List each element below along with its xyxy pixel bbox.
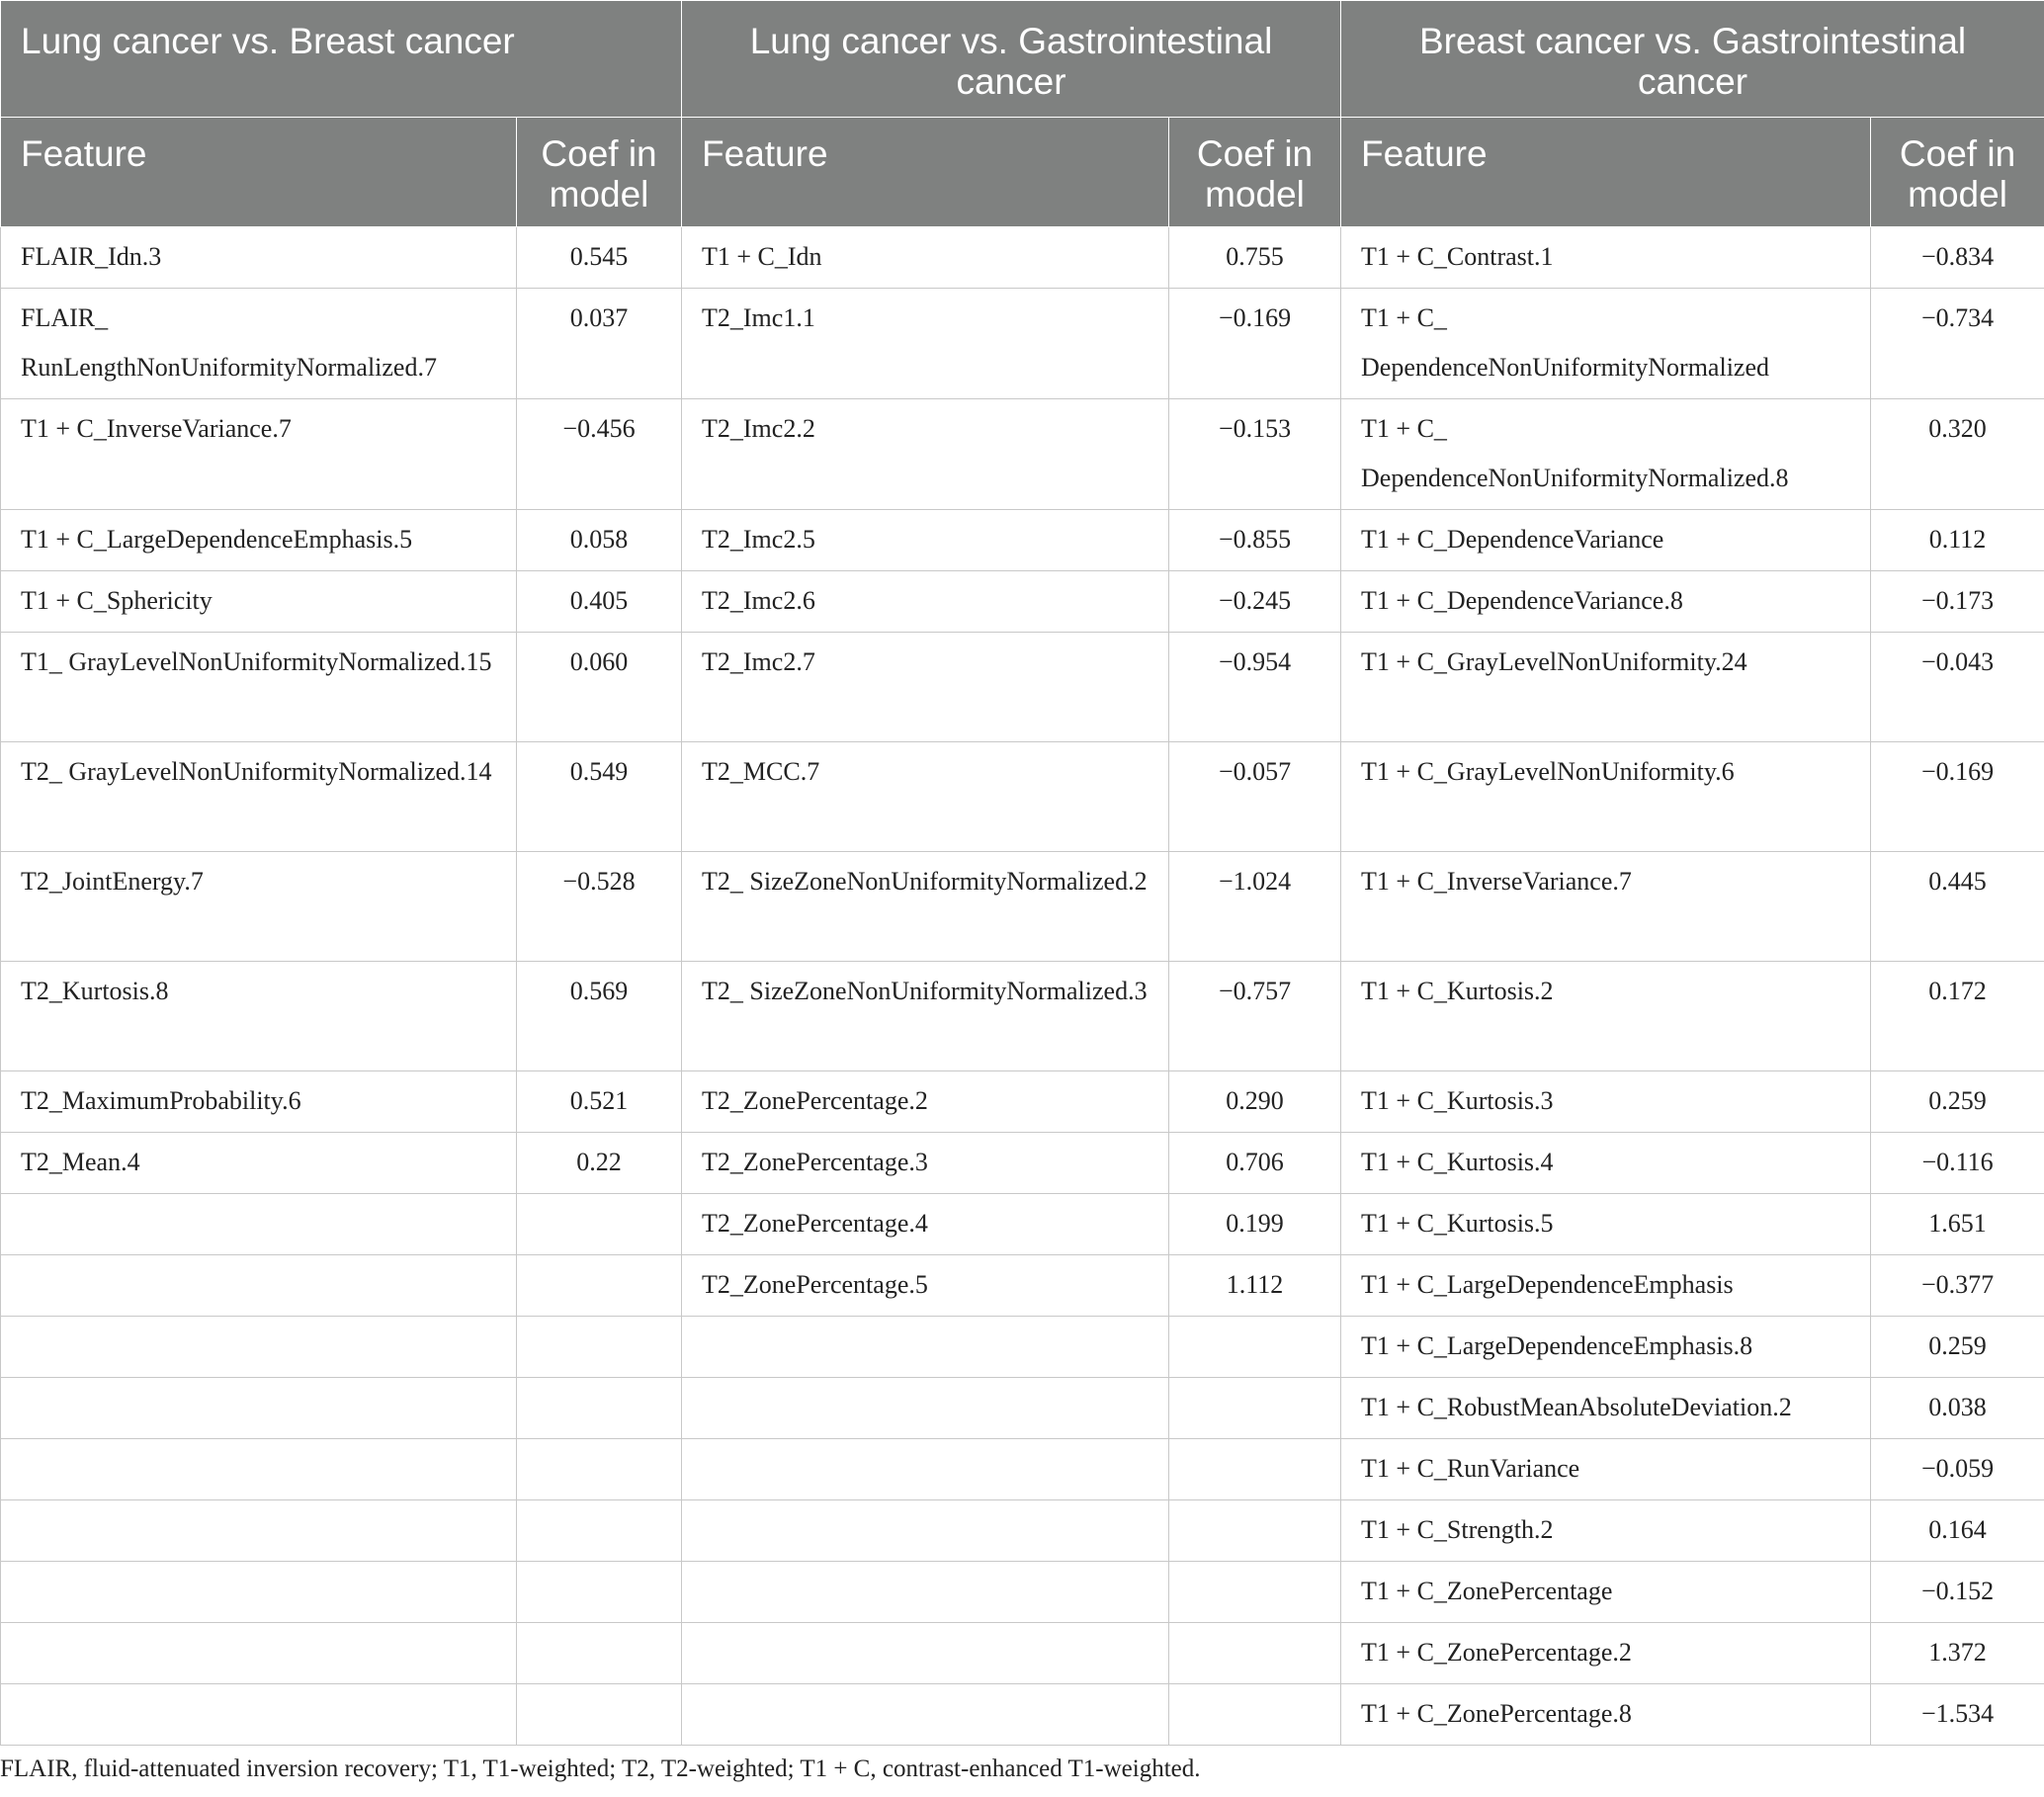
coef-cell bbox=[1169, 1562, 1341, 1623]
table-row bbox=[1, 852, 2044, 962]
coef-cell bbox=[517, 1439, 682, 1500]
coef-cell: 0.521 bbox=[517, 1071, 682, 1133]
feature-cell: T1 + C_ZonePercentage.2 bbox=[1341, 1623, 1871, 1684]
table-row bbox=[1, 1562, 2044, 1623]
feature-cell: T2_Imc2.6 bbox=[682, 571, 1169, 633]
feature-cell: T2_ SizeZoneNonUniformityNormalized.3 bbox=[682, 962, 1169, 1071]
coef-cell: 0.164 bbox=[1871, 1500, 2044, 1562]
coef-cell bbox=[1169, 1378, 1341, 1439]
coef-cell: 0.172 bbox=[1871, 962, 2044, 1071]
feature-cell: T1 + C_RunVariance bbox=[1341, 1439, 1871, 1500]
coef-cell: −0.734 bbox=[1871, 289, 2044, 399]
table-row bbox=[1, 571, 2044, 633]
feature-cell: T2_ SizeZoneNonUniformityNormalized.2 bbox=[682, 852, 1169, 962]
feature-cell bbox=[1, 1562, 517, 1623]
coef-cell: −0.834 bbox=[1871, 227, 2044, 289]
feature-cell bbox=[1, 1317, 517, 1378]
table-row bbox=[1, 1439, 2044, 1500]
feature-cell: T2_MCC.7 bbox=[682, 742, 1169, 852]
feature-cell bbox=[1, 1684, 517, 1746]
coef-cell: −0.456 bbox=[517, 399, 682, 510]
coef-cell: −0.757 bbox=[1169, 962, 1341, 1071]
feature-cell bbox=[1, 1194, 517, 1255]
table-row bbox=[1, 510, 2044, 571]
feature-cell: T1 + C_ZonePercentage bbox=[1341, 1562, 1871, 1623]
table-footnote: FLAIR, fluid-attenuated inversion recovery; T1, T1-weighted; T2, T2-weighted; T1 + C, contrast-enhanced T1-weighted. bbox=[0, 1755, 1201, 1782]
coef-cell: 0.706 bbox=[1169, 1133, 1341, 1194]
feature-cell: T1 + C_LargeDependenceEmphasis.5 bbox=[1, 510, 517, 571]
table-row bbox=[1, 633, 2044, 742]
coef-cell bbox=[1169, 1500, 1341, 1562]
coef-cell: −0.153 bbox=[1169, 399, 1341, 510]
feature-cell: T1 + C_Idn bbox=[682, 227, 1169, 289]
feature-cell bbox=[1, 1623, 517, 1684]
coef-cell: −0.954 bbox=[1169, 633, 1341, 742]
coef-cell: 0.549 bbox=[517, 742, 682, 852]
feature-cell: T2_Imc1.1 bbox=[682, 289, 1169, 399]
coef-cell bbox=[1169, 1317, 1341, 1378]
feature-cell: T2_ZonePercentage.3 bbox=[682, 1133, 1169, 1194]
feature-cell: T1 + C_RobustMeanAbsoluteDeviation.2 bbox=[1341, 1378, 1871, 1439]
feature-cell bbox=[682, 1317, 1169, 1378]
feature-cell: FLAIR_Idn.3 bbox=[1, 227, 517, 289]
feature-cell: T1 + C_GrayLevelNonUniformity.24 bbox=[1341, 633, 1871, 742]
coef-cell: 0.038 bbox=[1871, 1378, 2044, 1439]
coef-cell: 0.259 bbox=[1871, 1317, 2044, 1378]
coef-cell: −0.059 bbox=[1871, 1439, 2044, 1500]
feature-cell: T2_Imc2.2 bbox=[682, 399, 1169, 510]
coef-cell: 0.755 bbox=[1169, 227, 1341, 289]
table-body bbox=[1, 227, 2044, 1746]
coef-cell: −0.043 bbox=[1871, 633, 2044, 742]
feature-column-header: Feature bbox=[682, 118, 1169, 227]
table-row bbox=[1, 742, 2044, 852]
feature-cell: T2_ZonePercentage.2 bbox=[682, 1071, 1169, 1133]
coef-cell: −0.116 bbox=[1871, 1133, 2044, 1194]
feature-cell: T1 + C_GrayLevelNonUniformity.6 bbox=[1341, 742, 1871, 852]
feature-cell: T1_ GrayLevelNonUniformityNormalized.15 bbox=[1, 633, 517, 742]
coef-cell: 0.060 bbox=[517, 633, 682, 742]
feature-cell: T2_Mean.4 bbox=[1, 1133, 517, 1194]
feature-cell: T2_Imc2.5 bbox=[682, 510, 1169, 571]
feature-cell: T1 + C_LargeDependenceEmphasis.8 bbox=[1341, 1317, 1871, 1378]
feature-cell: T1 + C_InverseVariance.7 bbox=[1, 399, 517, 510]
coef-cell: −0.152 bbox=[1871, 1562, 2044, 1623]
feature-cell: T1 + C_Kurtosis.5 bbox=[1341, 1194, 1871, 1255]
coef-cell: −1.024 bbox=[1169, 852, 1341, 962]
feature-cell: T2_Kurtosis.8 bbox=[1, 962, 517, 1071]
coef-cell bbox=[1169, 1684, 1341, 1746]
coef-cell bbox=[1169, 1439, 1341, 1500]
table-row bbox=[1, 1500, 2044, 1562]
feature-cell bbox=[1, 1439, 517, 1500]
coef-cell: −0.377 bbox=[1871, 1255, 2044, 1317]
coef-cell: 0.445 bbox=[1871, 852, 2044, 962]
feature-cell bbox=[682, 1562, 1169, 1623]
feature-cell: FLAIR_ RunLengthNonUniformityNormalized.7 bbox=[1, 289, 517, 399]
coef-cell: −1.534 bbox=[1871, 1684, 2044, 1746]
feature-column-header: Feature bbox=[1, 118, 517, 227]
feature-cell bbox=[1, 1255, 517, 1317]
table-row bbox=[1, 227, 2044, 289]
table-row bbox=[1, 1623, 2044, 1684]
feature-cell: T1 + C_LargeDependenceEmphasis bbox=[1341, 1255, 1871, 1317]
coef-cell: 0.320 bbox=[1871, 399, 2044, 510]
coef-cell: −0.245 bbox=[1169, 571, 1341, 633]
table-row bbox=[1, 399, 2044, 510]
feature-cell: T1 + C_Kurtosis.3 bbox=[1341, 1071, 1871, 1133]
coef-cell: 0.037 bbox=[517, 289, 682, 399]
feature-cell bbox=[682, 1500, 1169, 1562]
coef-cell: −0.169 bbox=[1169, 289, 1341, 399]
coef-cell: 0.112 bbox=[1871, 510, 2044, 571]
coef-cell bbox=[517, 1562, 682, 1623]
table-row bbox=[1, 1194, 2044, 1255]
feature-cell bbox=[1, 1500, 517, 1562]
table-row bbox=[1, 1378, 2044, 1439]
coef-cell: 1.372 bbox=[1871, 1623, 2044, 1684]
feature-cell bbox=[682, 1684, 1169, 1746]
feature-cell: T2_ZonePercentage.4 bbox=[682, 1194, 1169, 1255]
table-row bbox=[1, 289, 2044, 399]
feature-cell: T1 + C_Sphericity bbox=[1, 571, 517, 633]
table-row bbox=[1, 1684, 2044, 1746]
feature-cell bbox=[682, 1378, 1169, 1439]
coef-cell: 0.405 bbox=[517, 571, 682, 633]
feature-cell bbox=[682, 1623, 1169, 1684]
feature-cell: T1 + C_Kurtosis.4 bbox=[1341, 1133, 1871, 1194]
table-row bbox=[1, 1317, 2044, 1378]
coef-cell: 0.199 bbox=[1169, 1194, 1341, 1255]
feature-cell: T1 + C_DependenceVariance bbox=[1341, 510, 1871, 571]
feature-cell: T1 + C_Contrast.1 bbox=[1341, 227, 1871, 289]
coef-column-header: Coef in model bbox=[1169, 118, 1341, 227]
coef-cell: −0.057 bbox=[1169, 742, 1341, 852]
coef-cell: 0.569 bbox=[517, 962, 682, 1071]
coef-column-header: Coef in model bbox=[517, 118, 682, 227]
coef-cell: 0.22 bbox=[517, 1133, 682, 1194]
feature-cell: T2_JointEnergy.7 bbox=[1, 852, 517, 962]
feature-cell bbox=[682, 1439, 1169, 1500]
coef-cell: 0.545 bbox=[517, 227, 682, 289]
coef-cell: 0.290 bbox=[1169, 1071, 1341, 1133]
coef-cell bbox=[1169, 1623, 1341, 1684]
feature-cell: T1 + C_ DependenceNonUniformityNormalized.8 bbox=[1341, 399, 1871, 510]
feature-cell: T2_MaximumProbability.6 bbox=[1, 1071, 517, 1133]
feature-cell: T1 + C_ZonePercentage.8 bbox=[1341, 1684, 1871, 1746]
coef-cell: −0.173 bbox=[1871, 571, 2044, 633]
coef-cell bbox=[517, 1255, 682, 1317]
group-header-row bbox=[1, 1, 2044, 118]
coef-cell: −0.528 bbox=[517, 852, 682, 962]
coef-cell: −0.169 bbox=[1871, 742, 2044, 852]
feature-cell: T1 + C_Strength.2 bbox=[1341, 1500, 1871, 1562]
coef-cell bbox=[517, 1623, 682, 1684]
table-row bbox=[1, 962, 2044, 1071]
table-row bbox=[1, 1255, 2044, 1317]
coef-cell bbox=[517, 1317, 682, 1378]
coef-cell bbox=[517, 1378, 682, 1439]
feature-cell: T2_ZonePercentage.5 bbox=[682, 1255, 1169, 1317]
coef-cell bbox=[517, 1194, 682, 1255]
group-header-breast-vs-gi: Breast cancer vs. Gastrointestinal cancer bbox=[1341, 1, 2044, 118]
group-header-lung-vs-breast: Lung cancer vs. Breast cancer bbox=[1, 1, 682, 118]
coef-cell: 1.651 bbox=[1871, 1194, 2044, 1255]
coef-cell: 1.112 bbox=[1169, 1255, 1341, 1317]
group-header-lung-vs-gi: Lung cancer vs. Gastrointestinal cancer bbox=[682, 1, 1341, 118]
feature-column-header: Feature bbox=[1341, 118, 1871, 227]
feature-cell: T2_Imc2.7 bbox=[682, 633, 1169, 742]
feature-cell: T1 + C_ DependenceNonUniformityNormalized bbox=[1341, 289, 1871, 399]
feature-cell: T2_ GrayLevelNonUniformityNormalized.14 bbox=[1, 742, 517, 852]
coef-cell: 0.058 bbox=[517, 510, 682, 571]
coef-cell bbox=[517, 1500, 682, 1562]
feature-cell: T1 + C_Kurtosis.2 bbox=[1341, 962, 1871, 1071]
feature-cell bbox=[1, 1378, 517, 1439]
column-header-row bbox=[1, 118, 2044, 227]
coef-cell: 0.259 bbox=[1871, 1071, 2044, 1133]
feature-cell: T1 + C_InverseVariance.7 bbox=[1341, 852, 1871, 962]
table-row bbox=[1, 1071, 2044, 1133]
coef-cell bbox=[517, 1684, 682, 1746]
coef-cell: −0.855 bbox=[1169, 510, 1341, 571]
coef-column-header: Coef in model bbox=[1871, 118, 2044, 227]
table-row bbox=[1, 1133, 2044, 1194]
feature-cell: T1 + C_DependenceVariance.8 bbox=[1341, 571, 1871, 633]
